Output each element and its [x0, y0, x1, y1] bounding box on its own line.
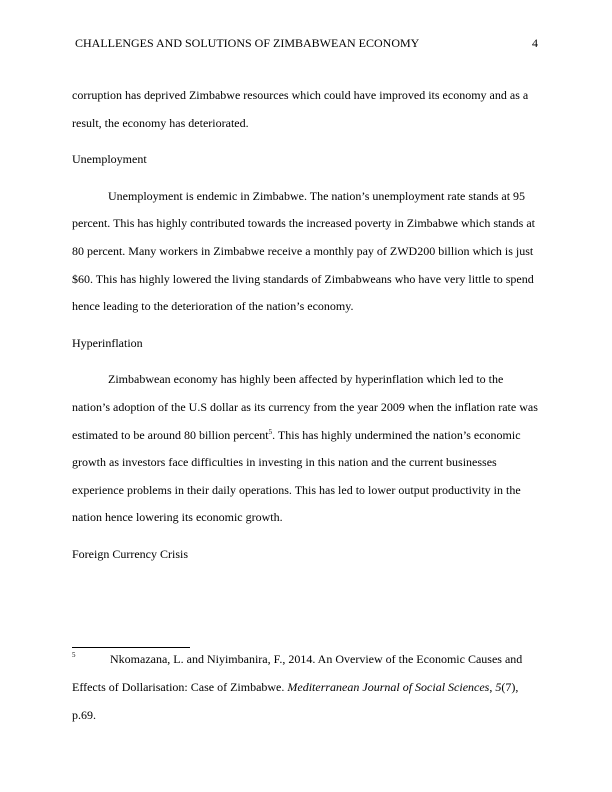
paragraph-unemployment: [72, 183, 541, 321]
paragraph-corruption: corruption has deprived Zimbabwe resources which could have improved its economy and as a result, the economy has deteriorated.: [72, 88, 529, 130]
footnote-entry: 5 Nkomazana, L. and Niyimbanira, F., 2014. An Overview of the Economic Causes and Effects of Dollarisation: Case of Zimbabwe. Mediterranean Journal of Social Sciences, 5(7), p.69.: [72, 651, 523, 722]
page-number: 4: [532, 36, 538, 50]
footnote-reference[interactable]: 5: [268, 427, 273, 436]
body-text: [72, 82, 541, 569]
footnote-journal: Mediterranean Journal of Social Sciences: [287, 680, 490, 694]
paragraph-hyperinflation-text-after: . This has highly undermined the nation’s economic growth as investors face difficulties in investing in this nation and the current businesses experience problems in their daily operations. This has led to lower output productivity in the nation hence lowering its economic growth.: [72, 427, 521, 525]
footnote-separator-text: ,: [489, 680, 496, 694]
heading-hyperinflation: Hyperinflation: [72, 335, 143, 350]
footnote-volume: 5: [495, 680, 502, 694]
paragraph-hyperinflation-text-before: Zimbabwean economy has highly been affected by hyperinflation which led to the nation’s adoption of the U.S dollar as its currency from the year 2009 when the inflation rate was estimated to be around 80 billion percent: [72, 372, 538, 442]
footnote-text-before: Nkomazana, L. and Niyimbanira, F., 2014. An Overview of the Economic Causes and Effects of Dollarisation: Case of Zimbabwe.: [72, 652, 523, 694]
paragraph-unemployment-text: Unemployment is endemic in Zimbabwe. The nation’s unemployment rate stands at 95 percent. This has highly contributed towards the increased poverty in Zimbabwe which stands at 80 percent. Many workers in Zimbabwe receive a monthly pay of ZWD200 billion which is just $60. This has highly lowered the living standards of Zimbabweans who have very little to spend hence leading to the deterioration of the nation’s economy.: [72, 188, 535, 314]
running-head: CHALLENGES AND SOLUTIONS OF ZIMBABWEAN ECONOMY: [75, 36, 420, 50]
footnote: [72, 645, 541, 729]
footnote-text-after: (7), p.69.: [72, 680, 519, 722]
heading-unemployment: Unemployment: [72, 152, 147, 167]
paragraph-hyperinflation: [72, 366, 541, 532]
heading-foreign-currency-crisis: Foreign Currency Crisis: [72, 546, 188, 561]
